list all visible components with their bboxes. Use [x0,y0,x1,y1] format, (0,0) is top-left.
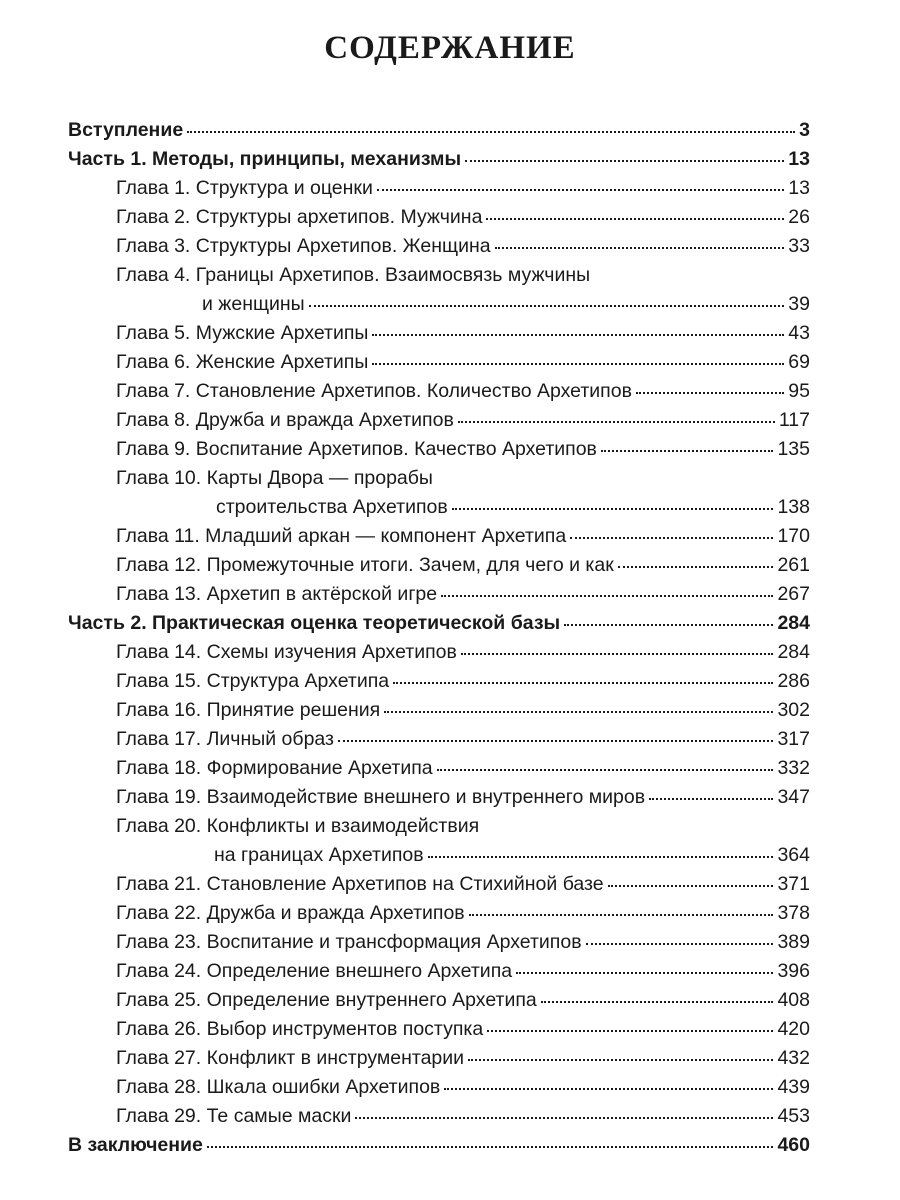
toc-chapter-entry [68,957,810,986]
toc-page-number: 378 [777,902,810,924]
toc-page-number: 261 [777,554,810,576]
toc-page-number: 284 [777,641,810,663]
dot-leader [564,624,773,626]
toc-page-number: 460 [777,1134,810,1156]
toc-page-number: 138 [777,496,810,518]
dot-leader [586,943,774,945]
toc-entry-title: Глава 26. Выбор инструментов поступка [116,1018,484,1040]
dot-leader [187,131,795,133]
toc-page-number: 347 [777,786,810,808]
toc-entry-title: Глава 13. Архетип в актёрской игре [116,583,438,605]
toc-entry-title: Глава 9. Воспитание Архетипов. Качество Архетипов [116,438,597,460]
toc-page-number: 286 [777,670,810,692]
toc-chapter-entry [68,783,810,812]
dot-leader [465,160,784,162]
toc-page-number: 170 [777,525,810,547]
toc-chapter-entry [68,435,810,464]
toc-entry-title: Глава 27. Конфликт в инструментарии [116,1047,465,1069]
toc-entry-title: Глава 6. Женские Архетипы [116,351,369,373]
toc-entry-title: Глава 22. Дружба и вражда Архетипов [116,902,465,924]
toc-entry-title: Вступление [68,119,184,141]
toc-page-number: 26 [788,206,810,228]
dot-leader [495,247,785,249]
dot-leader [458,421,775,423]
dot-leader [428,856,774,858]
toc-chapter-entry [68,319,810,348]
dot-leader [309,305,785,307]
toc-entry-title: Глава 21. Становление Архетипов на Стихийной базе [116,873,604,895]
toc-page-number: 95 [788,380,810,402]
toc-entry-title: Глава 18. Формирование Архетипа [116,757,433,779]
toc-chapter-entry [68,1015,810,1044]
dot-leader [468,1059,773,1061]
toc-chapter-entry [68,232,810,261]
toc-entry-title: Часть 1. Методы, принципы, механизмы [68,148,462,170]
toc-chapter-entry [68,1073,810,1102]
toc-chapter-entry [68,174,810,203]
toc-page-number: 284 [777,612,810,634]
toc-page-number: 302 [777,699,810,721]
toc-entry-title: Глава 28. Шкала ошибки Архетипов [116,1076,441,1098]
toc-entry-title: Часть 2. Практическая оценка теоретической базы [68,612,561,634]
dot-leader [377,189,784,191]
toc-page-number: 135 [777,438,810,460]
toc-entry-title: Глава 3. Структуры Архетипов. Женщина [116,235,491,257]
toc-page-number: 117 [778,409,810,431]
toc-chapter-entry [68,1102,810,1131]
dot-leader [486,218,784,220]
toc-chapter-entry [68,377,810,406]
toc-page-number: 33 [788,235,810,257]
toc-chapter-entry [68,899,810,928]
dot-leader [541,1001,774,1003]
toc-page-number: 317 [777,728,810,750]
toc-part-entry [68,609,810,638]
dot-leader [372,334,784,336]
toc-chapter-entry [68,725,810,754]
dot-leader [649,798,773,800]
toc-entry-title: Глава 2. Структуры архетипов. Мужчина [116,206,483,228]
toc-chapter-entry [68,696,810,725]
toc-page-number: 408 [777,989,810,1011]
toc-part-entry [68,1131,810,1160]
toc-chapter-entry [68,580,810,609]
dot-leader [608,885,774,887]
toc-page-number: 396 [777,960,810,982]
toc-chapter-entry [68,551,810,580]
toc-page-number: 364 [777,844,810,866]
toc-page-number: 453 [777,1105,810,1127]
dot-leader [372,363,784,365]
toc-entry-title: Глава 24. Определение внешнего Архетипа [116,960,513,982]
dot-leader [338,740,773,742]
toc-page-number: 420 [777,1018,810,1040]
dot-leader [516,972,773,974]
toc-part-entry [68,145,810,174]
toc-page-number: 389 [777,931,810,953]
toc-entry-title: Глава 5. Мужские Архетипы [116,322,369,344]
dot-leader [384,711,773,713]
toc-entry-title: Глава 25. Определение внутреннего Архетипа [116,989,537,1011]
toc-entry-title: Глава 16. Принятие решения [116,699,381,721]
toc-chapter-entry [68,464,810,522]
toc-chapter-entry [68,870,810,899]
dot-leader [636,392,784,394]
toc-entry-title-line1: Глава 20. Конфликты и взаимодействия [116,815,480,837]
dot-leader [355,1117,773,1119]
dot-leader [570,537,773,539]
toc-page-number: 13 [788,148,810,170]
toc-chapter-entry [68,986,810,1015]
toc-entry-title: Глава 14. Схемы изучения Архетипов [116,641,457,663]
toc-entry-title: Глава 17. Личный образ [116,728,334,750]
dot-leader [618,566,774,568]
toc-entry-title-line1: Глава 4. Границы Архетипов. Взаимосвязь мужчины [116,264,591,286]
toc-chapter-entry [68,812,810,870]
page-title: СОДЕРЖАНИЕ [324,30,576,66]
dot-leader [207,1146,774,1148]
dot-leader [441,595,773,597]
dot-leader [487,1030,773,1032]
toc-entry-title: Глава 23. Воспитание и трансформация Архетипов [116,931,582,953]
toc-chapter-entry [68,203,810,232]
toc-entry-title: Глава 12. Промежуточные итоги. Зачем, для чего и как [116,554,614,576]
toc-page-number: 439 [777,1076,810,1098]
toc-page-number: 267 [777,583,810,605]
toc-chapter-entry [68,754,810,783]
toc-entry-title: В заключение [68,1134,203,1156]
toc-chapter-entry [68,638,810,667]
toc-chapter-entry [68,522,810,551]
toc-page-number: 39 [788,293,810,315]
dot-leader [444,1088,773,1090]
toc-entry-title: строительства Архетипов [216,496,448,518]
toc-entry-title: Глава 15. Структура Архетипа [116,670,390,692]
dot-leader [469,914,774,916]
toc-entry-title-line1: Глава 10. Карты Двора — прорабы [116,467,433,489]
toc-page-number: 332 [777,757,810,779]
toc-entry-title: Глава 29. Те самые маски [116,1105,352,1127]
toc-chapter-entry [68,928,810,957]
toc-chapter-entry [68,406,810,435]
toc-entry-title: и женщины [202,293,305,315]
toc-page-number: 43 [788,322,810,344]
toc-chapter-entry [68,667,810,696]
toc-page-number: 371 [777,873,810,895]
table-of-contents [68,116,810,1160]
toc-page-number: 3 [799,119,810,141]
toc-chapter-entry [68,348,810,377]
toc-part-entry [68,116,810,145]
toc-page-number: 13 [788,177,810,199]
dot-leader [461,653,774,655]
dot-leader [601,450,774,452]
toc-entry-title: Глава 8. Дружба и вражда Архетипов [116,409,454,431]
toc-page-number: 69 [788,351,810,373]
dot-leader [452,508,774,510]
toc-chapter-entry [68,261,810,319]
toc-entry-title: на границах Архетипов [214,844,424,866]
toc-chapter-entry [68,1044,810,1073]
dot-leader [393,682,773,684]
toc-entry-title: Глава 7. Становление Архетипов. Количество Архетипов [116,380,632,402]
dot-leader [437,769,774,771]
toc-page-number: 432 [777,1047,810,1069]
toc-entry-title: Глава 19. Взаимодействие внешнего и внутреннего миров [116,786,646,808]
toc-entry-title: Глава 1. Структура и оценки [116,177,373,199]
toc-entry-title: Глава 11. Младший аркан — компонент Архетипа [116,525,567,547]
